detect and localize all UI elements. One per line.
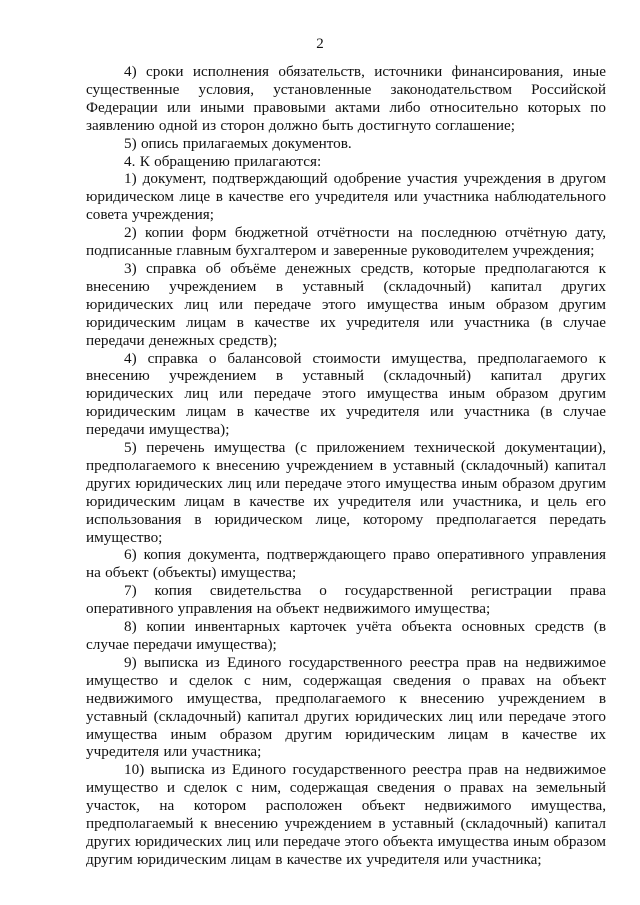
document-body xyxy=(86,63,606,869)
paragraph-attachment-4: 4) справка о балансовой стоимости имущества, предполагаемого к внесению учреждением в уставный (складочный) капитал других юридических лиц или передаче этого имущества иным образом другим юридическим лицам в качестве их учредителя или участника (в случае передачи имущества); xyxy=(86,349,606,439)
paragraph-item-5-inventory: 5) опись прилагаемых документов. xyxy=(124,134,352,152)
paragraph-attachment-10: 10) выписка из Единого государственного реестра прав на недвижимое имущество и сделок с ним, содержащая сведения о правах на земельный участок, на котором расположен объект недвижимого имущества, предполагаемый к внесению учреждением в уставный (складочный) капитал других юридических лиц или передаче этого объекта имущества иным образом другим юридическим лицам в качестве их учредителя или участника; xyxy=(86,761,606,868)
paragraph-attachment-6: 6) копия документа, подтверждающего право оперативного управления на объект (объекты) имущества; xyxy=(86,546,606,582)
paragraph-attachment-7: 7) копия свидетельства о государственной регистрации права оперативного управления на объект недвижимого имущества; xyxy=(86,582,606,618)
paragraph-attachment-8: 8) копии инвентарных карточек учёта объекта основных средств (в случае передачи имущества); xyxy=(86,618,606,653)
paragraph-attachment-1: 1) документ, подтверждающий одобрение участия учреждения в другом юридическом лице в качестве его учредителя или участника наблюдательного совета учреждения; xyxy=(86,170,606,224)
paragraph-attachment-2: 2) копии форм бюджетной отчётности на последнюю отчётную дату, подписанные главным бухгалтером и заверенные руководителем учреждения; xyxy=(86,224,606,260)
paragraph-section-4-heading: 4. К обращению прилагаются: xyxy=(124,152,322,170)
paragraph-attachment-3: 3) справка об объёме денежных средств, которые предполагаются к внесению учреждением в уставный (складочный) капитал других юридических лиц или передаче этого имущества иным образом другим юридическим лицам в качестве их учредителя или участника (в случае передачи денежных средств); xyxy=(86,259,606,349)
page-number: 2 xyxy=(316,36,324,52)
paragraph-attachment-9: 9) выписка из Единого государственного реестра прав на недвижимое имущество и сделок с ним, содержащая сведения о правах на объект недвижимого имущества, предполагаемого к внесению учреждением в уставный (складочный) капитал других юридических лиц или передаче этого имущества иным образом другим юридическим лицам в качестве их учредителя или участника; xyxy=(86,653,606,761)
paragraph-attachment-5: 5) перечень имущества (с приложением технической документации), предполагаемого к внесению учреждением в уставный (складочный) капитал других юридических лиц или передаче этого имущества иным образом другим юридическим лицам в качестве их учредителя или участника, и цель его использования в юридическом лице, которому предполагается передать имущество; xyxy=(86,439,606,546)
paragraph-item-4-deadlines: 4) сроки исполнения обязательств, источники финансирования, иные существенные условия, установленные законодательством Российской Федерации или иными правовыми актами либо относительно которых по заявлению одной из сторон должно быть достигнуто соглашение; xyxy=(86,63,606,134)
